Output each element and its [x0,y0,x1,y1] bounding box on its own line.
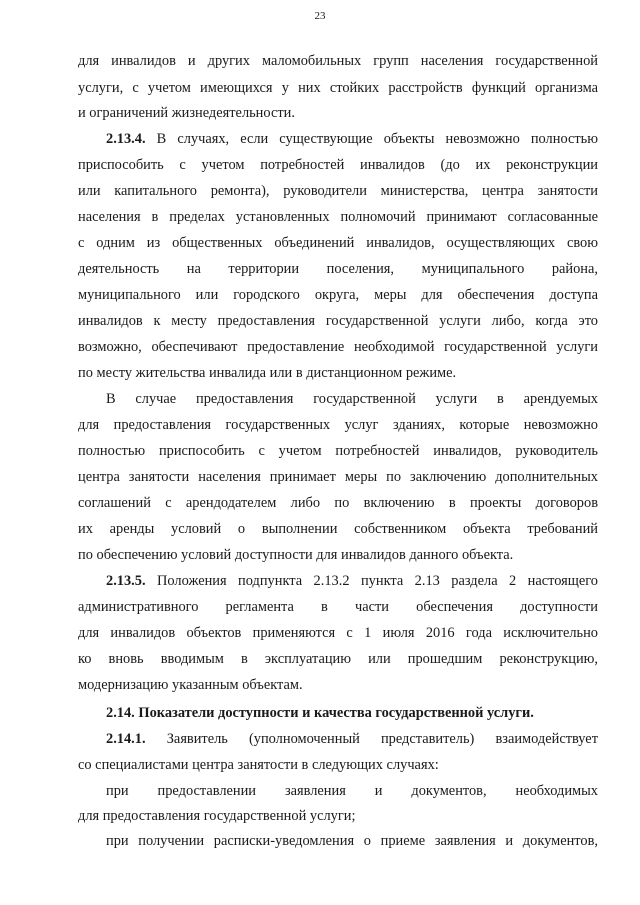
line-text: деятельность на территории поселения, муниципального района, [78,261,598,277]
line-text: возможно, обеспечивают предоставление необходимой государственной услуги [78,339,598,355]
line-text: населения в пределах установленных полномочий принимают согласованные [78,209,598,225]
line-text: Положения подпункта 2.13.2 пункта 2.13 раздела 2 настоящего [145,573,598,589]
text-line [106,782,598,800]
text-line [78,756,598,774]
text-line [106,572,598,590]
text-line [78,807,598,825]
line-text: для предоставления государственных услуг зданиях, которые невозможно [78,417,598,433]
section-number: 2.14. Показатели доступности и качества государственной услуги. [106,705,534,721]
text-line [78,182,598,200]
line-text: полностью приспособить с учетом потребностей инвалидов, руководитель [78,443,598,459]
line-text: Заявитель (уполномоченный представитель) взаимодействует [145,731,598,747]
text-line [106,130,598,148]
line-text: соглашений с арендодателем либо по включению в проекты договоров [78,495,598,511]
text-line [78,520,598,538]
text-line [78,286,598,304]
text-line [106,390,598,408]
text-line [78,650,598,668]
line-text: их аренды условий о выполнении собственником объекта требований [78,521,598,537]
text-line [78,52,598,70]
line-text: В случае предоставления государственной услуги в арендуемых [106,391,598,407]
line-text: инвалидов к месту предоставления государственной услуги либо, когда это [78,313,598,329]
line-text: центра занятости населения принимает меры по заключению дополнительных [78,469,598,485]
text-line [78,79,598,97]
line-text: по месту жительства инвалида или в дистанционном режиме. [78,365,457,381]
section-number: 2.13.5. [106,573,146,589]
section-number: 2.14.1. [106,731,146,747]
text-line [78,156,598,174]
line-text: для инвалидов и других маломобильных групп населения государственной [78,53,598,69]
line-text: при предоставлении заявления и документов, необходимых [106,783,598,799]
text-line [78,338,598,356]
line-text: административного регламента в части обеспечения доступности [78,599,598,615]
text-line [78,624,598,642]
text-line [78,104,598,122]
text-line [78,416,598,434]
line-text: приспособить с учетом потребностей инвалидов (до их реконструкции [78,157,598,173]
line-text: для инвалидов объектов применяются с 1 июля 2016 года исключительно [78,625,598,641]
line-text: при получении расписки-уведомления о приеме заявления и документов, [106,833,598,849]
section-number: 2.13.4. [106,131,146,147]
line-text: или капитального ремонта), руководители министерства, центра занятости [78,183,598,199]
text-line [78,364,598,382]
line-text: муниципального или городского округа, меры для обеспечения доступа [78,287,598,303]
line-text: по обеспечению условий доступности для инвалидов данного объекта. [78,547,514,563]
line-text: ко вновь вводимым в эксплуатацию или прошедшим реконструкцию, [78,651,598,667]
text-line [78,208,598,226]
text-line [78,442,598,460]
text-line [78,312,598,330]
page-number: 23 [314,10,326,22]
line-text: В случаях, если существующие объекты невозможно полностью [145,131,598,147]
text-line [78,598,598,616]
line-text: модернизацию указанным объектам. [78,677,303,693]
line-text: со специалистами центра занятости в следующих случаях: [78,757,439,773]
text-line [106,704,598,722]
text-line [78,260,598,278]
text-line [78,468,598,486]
text-line [78,546,598,564]
text-line [106,832,598,850]
text-line [78,234,598,252]
line-text: услуги, с учетом имеющихся у них стойких расстройств функций организма [78,80,598,96]
text-line [106,730,598,748]
text-line [78,676,598,694]
line-text: для предоставления государственной услуги; [78,808,356,824]
line-text: и ограничений жизнедеятельности. [78,105,295,121]
line-text: с одним из общественных объединений инвалидов, осуществляющих свою [78,235,598,251]
text-line [78,494,598,512]
